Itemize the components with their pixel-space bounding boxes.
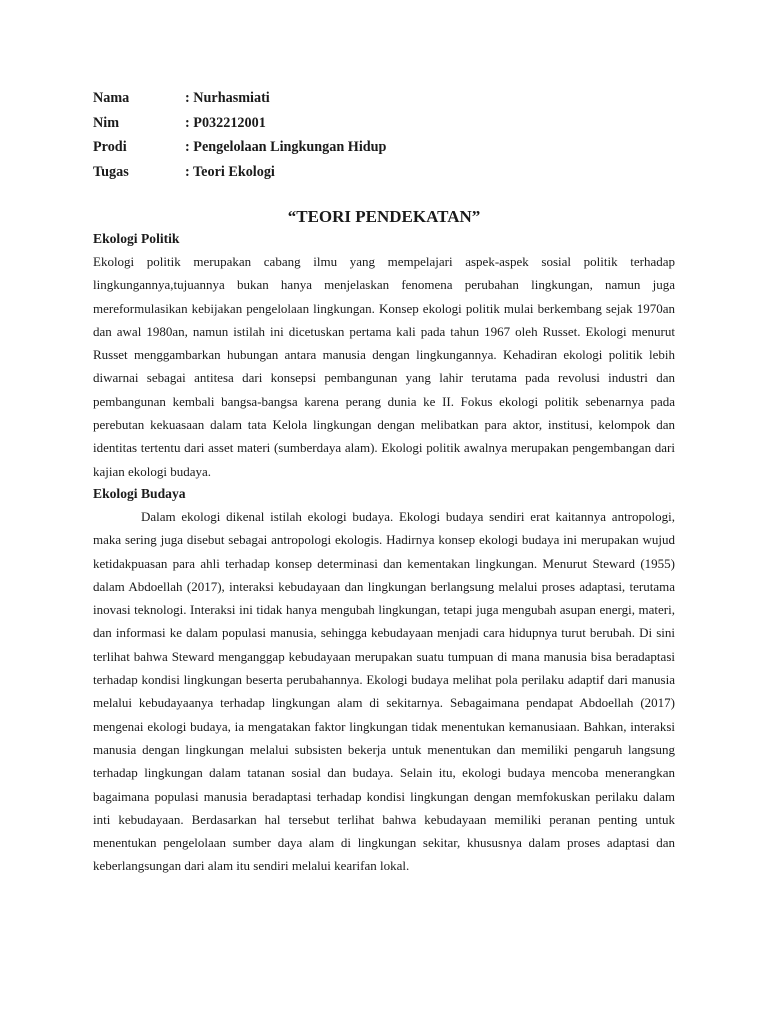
info-row-nim [93, 112, 386, 137]
info-row-tugas [93, 161, 386, 186]
info-value: : Nurhasmiati [185, 90, 270, 106]
info-value: : P032212001 [185, 114, 266, 131]
section-ekologi-budaya [93, 482, 675, 878]
section-heading: Ekologi Budaya [93, 486, 186, 501]
info-value: : Teori Ekologi [185, 164, 275, 181]
student-info [93, 87, 386, 186]
section-paragraph: Ekologi politik merupakan cabang ilmu yang mempelajari aspek-aspek sosial politik terhadap lingkungannya,tujuannya bukan hanya menjelaskan fenomena perubahan lingkungan, namun juga mereformulasikan kebijakan pengelolaan lingkungan. Konsep ekologi politik mulai berkembang sejak 1970an dan awal 1980an, namun istilah ini dicetuskan pertama kali pada tahun 1967 oleh Russet. Ekologi menurut Russet menggambarkan hubungan antara manusia dengan lingkungannya. Kehadiran ekologi politik lebih diwarnai sebagai antitesa dari konsepsi pembangunan yang lahir terutama pada revolusi industri dan pembangunan kembali bangsa-bangsa karena perang dunia ke II. Fokus ekologi politik sebenarnya pada perebutan kekuasaan dalam tata Kelola lingkungan dengan melibatkan para aktor, institusi, kelompok dan identitas tertentu dari asset materi (sumberdaya alam). Ekologi politik awalnya merupakan pengembangan dari kajian ekologi budaya. [93, 254, 675, 479]
info-label: Prodi [93, 139, 127, 156]
section-ekologi-politik [93, 227, 675, 483]
info-value: : Pengelolaan Lingkungan Hidup [185, 139, 387, 156]
section-paragraph: Dalam ekologi dikenal istilah ekologi budaya. Ekologi budaya sendiri erat kaitannya antropologi, maka sering juga disebut sebagai antropologi ekologis. Hadirnya konsep ekologi budaya ini merupakan wujud ketidakpuasan para ahli terhadap konsep determinasi dan kementakan lingkungan. Menurut Steward (1955) dalam Abdoellah (2017), interaksi kebudayaan dan lingkungan berlangsung melalui proses adaptasi, terutama inovasi teknologi. Interaksi ini tidak hanya mengubah lingkungan, tetapi juga mengubah asupan energi, materi, dan informasi ke dalam populasi manusia, sehingga kebudayaan menjadi cara hidupnya turut berubah. Di sini terlihat bahwa Steward menganggap kebudayaan merupakan suatu tumpuan di mana manusia bisa beradaptasi terhadap kondisi lingkungan beserta perubahannya. Ekologi budaya melihat pola perilaku adaptif dari manusia melalui kebudayaanya terhadap lingkungan alam di sekitarnya. Sebagaimana pendapat Abdoellah (2017) mengenai ekologi budaya, ia mengatakan faktor lingkungan tidak menentukan kemanusiaan. Bahkan, interaksi manusia dengan lingkungan melalui subsisten bekerja untuk menentukan dan memiliki pengaruh langsung terhadap lingkungan dalam tatanan sosial dan budaya. Selain itu, ekologi budaya mencoba menerangkan bagaimana populasi manusia beradaptasi terhadap kondisi lingkungan dengan memfokuskan perilaku dalam inti kebudayaan. Berdasarkan hal tersebut terlihat bahwa kebudayaan memiliki peranan penting untuk menentukan pengelolaan sumber daya alam di lingkungan sekitar, khususnya dalam proses adaptasi dan keberlangsungan dari alam itu sendiri melalui kearifan lokal. [93, 509, 675, 874]
info-label: Nim [93, 114, 120, 131]
info-row-name [93, 87, 386, 112]
section-heading: Ekologi Politik [93, 231, 180, 246]
info-label: Nama [93, 90, 130, 106]
info-label: Tugas [93, 164, 129, 181]
info-row-prodi [93, 136, 386, 161]
document-title: “TEORI PENDEKATAN” [287, 207, 481, 226]
